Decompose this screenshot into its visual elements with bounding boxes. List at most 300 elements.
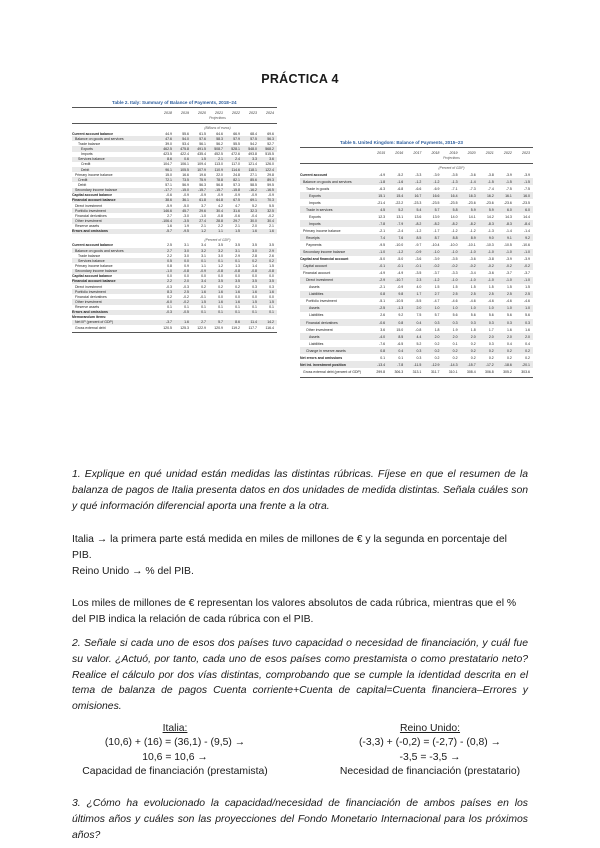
table-cell: -3.9 bbox=[505, 257, 512, 262]
table-cell: 5.6 bbox=[470, 313, 476, 318]
answer-1-units bbox=[72, 532, 528, 579]
table-cell: 0.2 bbox=[218, 284, 223, 289]
table-cell: 15.0 bbox=[165, 172, 172, 177]
table-cell: -0.4 bbox=[250, 213, 257, 218]
table-row bbox=[72, 136, 277, 141]
table-cell: -7.3 bbox=[469, 186, 476, 191]
table-cell: 568.2 bbox=[265, 146, 274, 151]
row-label: Secondary income balance bbox=[303, 250, 346, 255]
table-cell: -7.8 bbox=[397, 362, 404, 367]
table-cell: 0.0 bbox=[269, 274, 274, 279]
row-label: Financial derivatives bbox=[306, 320, 338, 325]
table-row bbox=[72, 157, 277, 162]
table-cell: 14.1 bbox=[468, 214, 476, 219]
table-cell: 1.0 bbox=[434, 306, 440, 311]
row-label: Imports bbox=[81, 152, 93, 157]
table-cell: 0.1 bbox=[252, 310, 257, 315]
table-cell: 9.0 bbox=[488, 235, 494, 240]
table-cell: 303.6 bbox=[521, 369, 530, 374]
table-cell: 9.8 bbox=[398, 292, 404, 297]
table-cell: 2.7 bbox=[167, 213, 172, 218]
table-cell: -8.3 bbox=[505, 221, 512, 226]
table-cell: -0.2 bbox=[182, 299, 189, 304]
table-cell: 3.3 bbox=[252, 157, 257, 162]
table-cell: -0.6 bbox=[233, 213, 240, 218]
table-cell: -23.6 bbox=[467, 200, 476, 205]
table-cell: 9.2 bbox=[525, 235, 530, 240]
table-cell: -3.7 bbox=[523, 271, 530, 276]
table-row bbox=[300, 263, 533, 270]
table-cell: -5.9 bbox=[165, 203, 172, 208]
table-cell: 119.2 bbox=[231, 325, 240, 330]
table-rule bbox=[300, 147, 533, 148]
table-cell: 44.9 bbox=[165, 131, 172, 136]
table-cell: -1.4 bbox=[505, 228, 512, 233]
table-cell: 55.6 bbox=[182, 131, 189, 136]
table-cell: 1.3 bbox=[235, 263, 240, 268]
table-cell: -0.9 bbox=[182, 193, 189, 198]
table-cell: -3.5 bbox=[182, 218, 189, 223]
table-cell: -11.5 bbox=[413, 362, 422, 367]
table-cell: 117.0 bbox=[231, 162, 240, 167]
row-label: Primary income balance bbox=[303, 228, 341, 233]
table-cell: 0.3 bbox=[416, 348, 422, 353]
table-cell: 0.2 bbox=[434, 341, 440, 346]
italy-table-caption: Table 2. Italy: Summary of Balance of Payments, 2018–24 bbox=[112, 100, 237, 105]
table-row bbox=[72, 325, 277, 330]
table-cell: 1.5 bbox=[235, 229, 240, 234]
table-cell: 2.5 bbox=[525, 292, 530, 297]
row-label: Portfolio investment bbox=[75, 289, 106, 294]
table-cell: 1.6 bbox=[269, 289, 274, 294]
table-cell: -4.6 bbox=[469, 299, 476, 304]
table-cell: -4.9 bbox=[379, 172, 386, 177]
table-cell: 8.5 bbox=[416, 235, 422, 240]
table-cell: -0.2 bbox=[505, 264, 512, 269]
table-cell: 58.5 bbox=[250, 182, 257, 187]
table-cell: 5.7 bbox=[218, 320, 223, 325]
table-cell: -1.2 bbox=[433, 179, 440, 184]
table-cell: 16.6 bbox=[182, 172, 189, 177]
table-cell: 0.1 bbox=[218, 310, 223, 315]
table-cell: 32.5 bbox=[267, 208, 274, 213]
italy-calc-conclusion: Capacidad de financiación (prestamista) bbox=[82, 765, 268, 777]
table-cell: -7.4 bbox=[487, 186, 494, 191]
year-header: 2019 bbox=[449, 151, 458, 155]
table-cell: 19.6 bbox=[199, 172, 206, 177]
row-label: Portfolio investment bbox=[75, 208, 106, 213]
table-row bbox=[300, 220, 533, 227]
table-cell: 0.5 bbox=[167, 258, 172, 263]
table-cell: 5.8 bbox=[452, 207, 458, 212]
table-cell: -0.8 bbox=[415, 327, 422, 332]
row-label: Exports bbox=[81, 146, 93, 151]
table-cell: 1.5 bbox=[434, 285, 440, 290]
year-header: 2022 bbox=[503, 151, 512, 155]
table-cell: 0.1 bbox=[201, 310, 206, 315]
table-cell: 3.5 bbox=[235, 243, 240, 248]
table-cell: -0.9 bbox=[216, 193, 223, 198]
table-row bbox=[72, 269, 277, 274]
table-cell: 0.3 bbox=[488, 320, 494, 325]
table-cell: 1.5 bbox=[452, 285, 458, 290]
question-3: 3. ¿Cómo ha evolucionado la capacidad/necesidad de financiación de ambos países en los últimos años y cuáles son las proyecciones del Fondo Monetario Internacional para los próximos años? bbox=[72, 798, 528, 841]
table-cell: 64.6 bbox=[216, 131, 223, 136]
table-cell: -0.2 bbox=[182, 294, 189, 299]
table-cell: -3.9 bbox=[523, 172, 530, 177]
table-cell: -20.1 bbox=[522, 362, 530, 367]
table-cell: 2.6 bbox=[269, 253, 274, 258]
table-cell: 12.3 bbox=[378, 214, 386, 219]
italy-calc-result: 10,6 = 10,6 → bbox=[142, 751, 208, 763]
row-label: Financial account balance bbox=[72, 279, 116, 284]
table-cell: 4.4 bbox=[416, 334, 422, 339]
table-cell: 452.5 bbox=[214, 152, 223, 157]
table-cell: 0.4 bbox=[507, 341, 512, 346]
table-cell: 14.2 bbox=[267, 320, 274, 325]
table-cell: 22.0 bbox=[216, 172, 223, 177]
row-label: Assets bbox=[309, 306, 320, 311]
table-cell: -0.8 bbox=[216, 269, 223, 274]
table-cell: 82.1 bbox=[233, 177, 240, 182]
table-cell: -7.5 bbox=[523, 186, 530, 191]
table-cell: 113.0 bbox=[214, 162, 223, 167]
table-cell: 2.0 bbox=[184, 279, 189, 284]
table-cell: 1.5 bbox=[269, 299, 274, 304]
row-label: Credit bbox=[78, 177, 88, 182]
table-cell: -9.5 bbox=[182, 229, 189, 234]
table-cell: -6.5 bbox=[397, 341, 404, 346]
table-row bbox=[72, 289, 277, 294]
uk-unit-percent: (Percent of GDP) bbox=[438, 166, 465, 170]
table-cell: 3.2 bbox=[201, 248, 206, 253]
table-cell: 29.6 bbox=[199, 208, 206, 213]
uk-calculation bbox=[315, 722, 545, 779]
table-cell: 0.1 bbox=[380, 355, 386, 360]
row-label: Payments bbox=[306, 242, 322, 247]
table-cell: 0.1 bbox=[184, 305, 189, 310]
italy-rows-euros bbox=[72, 131, 277, 234]
table-cell: 1.8 bbox=[470, 327, 476, 332]
table-cell: 0.1 bbox=[235, 310, 240, 315]
table-cell: 1.6 bbox=[507, 327, 512, 332]
table-cell: 0.0 bbox=[218, 294, 223, 299]
table-row bbox=[72, 188, 277, 193]
row-label: Credit bbox=[81, 162, 91, 167]
table-cell: 5.6 bbox=[452, 313, 458, 318]
table-cell: 5.6 bbox=[525, 313, 530, 318]
table-cell: -0.2 bbox=[469, 264, 476, 269]
table-cell: 104.7 bbox=[163, 162, 172, 167]
row-label: Liabilities bbox=[309, 292, 324, 297]
table-cell: 2.1 bbox=[235, 224, 240, 229]
table-cell: 311.7 bbox=[430, 369, 440, 374]
table-cell: 0.3 bbox=[470, 320, 476, 325]
table-cell: 70.3 bbox=[267, 198, 274, 203]
table-cell: 0.2 bbox=[434, 348, 440, 353]
table-cell: 1.5 bbox=[488, 285, 494, 290]
table-row bbox=[300, 319, 533, 326]
table-cell: 8.8 bbox=[452, 235, 458, 240]
table-cell: 27.4 bbox=[199, 218, 206, 223]
table-row bbox=[72, 299, 277, 304]
uk-calc-result: -3,5 = -3,5 → bbox=[399, 751, 461, 763]
table-cell: -23.5 bbox=[431, 200, 440, 205]
table-row bbox=[72, 284, 277, 289]
table-cell: -1.6 bbox=[397, 179, 404, 184]
table-cell: 1.7 bbox=[488, 327, 494, 332]
uk-calc-title: Reino Unido: bbox=[399, 723, 461, 734]
table-cell: 27.1 bbox=[250, 172, 257, 177]
row-label: Gross external debt bbox=[75, 325, 106, 330]
italy-projections-label: Projections bbox=[209, 116, 226, 120]
table-cell: 3.5 bbox=[218, 243, 223, 248]
table-cell: 2.7 bbox=[201, 320, 206, 325]
table-cell: 3.5 bbox=[252, 279, 257, 284]
table-cell: 7.4 bbox=[380, 235, 386, 240]
table-cell: -4.9 bbox=[379, 271, 386, 276]
table-cell: -10.5 bbox=[503, 242, 512, 247]
table-row bbox=[72, 294, 277, 299]
table-cell: 0.2 bbox=[235, 284, 240, 289]
table-cell: -1.3 bbox=[397, 306, 404, 311]
row-label: Exports bbox=[309, 193, 321, 198]
table-cell: 28.8 bbox=[216, 218, 223, 223]
table-cell: 0.6 bbox=[184, 157, 189, 162]
row-label: Imports bbox=[309, 221, 321, 226]
table-cell: 56.3 bbox=[199, 182, 206, 187]
table-cell: 109.4 bbox=[197, 162, 206, 167]
table-cell: -5.1 bbox=[379, 299, 386, 304]
table-cell: -3.8 bbox=[487, 257, 494, 262]
table-cell: -0.9 bbox=[250, 193, 257, 198]
table-cell: 8.6 bbox=[235, 320, 240, 325]
table-cell: -8.2 bbox=[451, 221, 458, 226]
row-label: Liabilities bbox=[309, 313, 324, 318]
table-cell: 0.4 bbox=[525, 341, 530, 346]
year-header: 2024 bbox=[266, 111, 274, 115]
table-cell: -3.8 bbox=[487, 172, 494, 177]
table-cell: 1.9 bbox=[184, 224, 189, 229]
table-row bbox=[72, 141, 277, 146]
table-cell: 0.0 bbox=[167, 274, 172, 279]
table-cell: 57.3 bbox=[233, 182, 240, 187]
table-cell: 14.3 bbox=[505, 214, 512, 219]
table-row bbox=[72, 146, 277, 151]
table-cell: -3.6 bbox=[469, 257, 476, 262]
table-cell: -1.0 bbox=[487, 278, 494, 283]
row-label: Primary income balance bbox=[75, 263, 113, 268]
table-cell: 2.0 bbox=[434, 334, 440, 339]
row-label: Trade balance bbox=[78, 253, 101, 258]
row-label: Liabilities bbox=[309, 341, 324, 346]
table-cell: -106.4 bbox=[162, 218, 172, 223]
table-cell: 1.5 bbox=[507, 285, 512, 290]
table-cell: 475.8 bbox=[180, 146, 189, 151]
table-cell: -10.5 bbox=[395, 299, 404, 304]
table-cell: -6.0 bbox=[165, 299, 172, 304]
table-cell: -10.1 bbox=[467, 242, 476, 247]
italy-bop-table bbox=[72, 100, 277, 335]
table-row bbox=[72, 167, 277, 172]
table-cell: 0.0 bbox=[201, 274, 206, 279]
row-label: Net errors and omissions bbox=[300, 355, 343, 360]
table-cell: -1.3 bbox=[451, 179, 458, 184]
table-cell: 16.3 bbox=[468, 193, 476, 198]
row-label: Primary income balance bbox=[75, 172, 113, 177]
table-cell: 0.4 bbox=[398, 348, 404, 353]
row-label: Financial derivatives bbox=[75, 213, 107, 218]
table-cell: 1.4 bbox=[252, 263, 257, 268]
table-cell: -0.1 bbox=[397, 264, 404, 269]
table-cell: -1.0 bbox=[523, 278, 530, 283]
table-cell: 0.4 bbox=[416, 320, 422, 325]
table-cell: 2.0 bbox=[470, 334, 476, 339]
table-cell: 16.2 bbox=[486, 193, 494, 198]
table-cell: 2.2 bbox=[167, 253, 172, 258]
table-cell: 8.7 bbox=[434, 235, 440, 240]
table-cell: 4.0 bbox=[416, 285, 422, 290]
row-label: Other investment bbox=[306, 327, 333, 332]
table-cell: 1.6 bbox=[184, 320, 189, 325]
table-cell: -18.6 bbox=[503, 362, 512, 367]
row-label: Capital account bbox=[303, 264, 328, 269]
table-cell: -0.2 bbox=[433, 264, 440, 269]
table-cell: -6.6 bbox=[415, 186, 422, 191]
table-cell: -10.3 bbox=[485, 242, 494, 247]
row-label: Current account balance bbox=[72, 131, 114, 136]
table-row bbox=[300, 333, 533, 340]
table-cell: -1.0 bbox=[451, 250, 458, 255]
row-label: Capital account balance bbox=[72, 274, 113, 279]
row-label: Assets bbox=[309, 285, 320, 290]
table-cell: 0.1 bbox=[252, 305, 257, 310]
row-label: Financial account balance bbox=[72, 198, 116, 203]
table-cell: 15.1 bbox=[378, 193, 386, 198]
table-row bbox=[300, 213, 533, 220]
table-cell: -0.9 bbox=[267, 193, 274, 198]
table-cell: -3.9 bbox=[505, 172, 512, 177]
table-cell: -3.5 bbox=[451, 172, 458, 177]
table-row bbox=[300, 326, 533, 333]
table-row bbox=[72, 152, 277, 157]
table-cell: 0.0 bbox=[235, 274, 240, 279]
table-cell: 1.6 bbox=[525, 327, 530, 332]
table-cell: -14.3 bbox=[449, 362, 458, 367]
table-cell: 1.6 bbox=[218, 299, 223, 304]
table-cell: -0.2 bbox=[523, 264, 530, 269]
table-cell: -0.2 bbox=[487, 264, 494, 269]
table-rule bbox=[72, 123, 277, 124]
row-label: Services balance bbox=[78, 258, 105, 263]
table-cell: -13.4 bbox=[377, 362, 386, 367]
table-cell: 0.2 bbox=[470, 355, 476, 360]
table-cell: -1.2 bbox=[397, 250, 404, 255]
table-cell: 0.1 bbox=[398, 355, 404, 360]
table-cell: -1.2 bbox=[451, 228, 458, 233]
table-cell: -3.3 bbox=[451, 271, 458, 276]
table-cell: 0.1 bbox=[235, 305, 240, 310]
table-cell: 2.5 bbox=[452, 292, 458, 297]
table-cell: 508.7 bbox=[214, 146, 223, 151]
table-row bbox=[72, 248, 277, 253]
table-row bbox=[300, 277, 533, 284]
table-cell: -17.7 bbox=[164, 188, 172, 193]
table-cell: -10.0 bbox=[395, 242, 404, 247]
table-cell: 5.9 bbox=[470, 207, 476, 212]
table-cell: -0.3 bbox=[165, 284, 172, 289]
table-cell: 1.5 bbox=[201, 157, 206, 162]
table-cell: -0.9 bbox=[199, 193, 206, 198]
table-row bbox=[300, 234, 533, 241]
uk-calc-equation: (-3,3) + (-0,2) = (-2,7) - (0,8) → bbox=[358, 737, 502, 749]
table-cell: -0.8 bbox=[267, 269, 274, 274]
row-label: Errors and omissions bbox=[72, 310, 108, 315]
table-cell: -3.5 bbox=[451, 257, 458, 262]
table-cell: 0.1 bbox=[167, 305, 172, 310]
table-cell: -1.8 bbox=[379, 179, 386, 184]
table-row bbox=[300, 347, 533, 354]
table-cell: 2.0 bbox=[507, 334, 512, 339]
table-row bbox=[72, 162, 277, 167]
table-cell: 120.5 bbox=[163, 325, 172, 330]
table-cell: -0.9 bbox=[199, 269, 206, 274]
table-cell: -7.6 bbox=[379, 341, 386, 346]
table-cell: 85.6 bbox=[250, 177, 257, 182]
table-cell: 122.4 bbox=[265, 167, 274, 172]
table-cell: 310.1 bbox=[448, 369, 458, 374]
table-cell: 52.7 bbox=[267, 141, 274, 146]
table-cell: 0.1 bbox=[269, 310, 274, 315]
table-cell: 0.3 bbox=[434, 320, 440, 325]
table-cell: 1.0 bbox=[452, 306, 458, 311]
table-cell: 305.2 bbox=[503, 369, 512, 374]
row-label: Balance on goods and services bbox=[303, 179, 352, 184]
table-cell: 0.1 bbox=[452, 341, 458, 346]
table-cell: 13.1 bbox=[396, 214, 404, 219]
table-cell: -8.2 bbox=[469, 221, 476, 226]
table-cell: 68.4 bbox=[250, 131, 257, 136]
table-cell: 8.9 bbox=[470, 235, 476, 240]
table-cell: 5.2 bbox=[416, 341, 422, 346]
table-cell: 57.6 bbox=[199, 136, 206, 141]
table-cell: 0.2 bbox=[525, 355, 530, 360]
table-cell: 1.6 bbox=[252, 289, 257, 294]
table-cell: -0.2 bbox=[267, 213, 274, 218]
table-cell: 61.5 bbox=[199, 131, 206, 136]
table-cell: 1.0 bbox=[470, 306, 476, 311]
table-cell: 73.5 bbox=[182, 177, 189, 182]
table-cell: 57.5 bbox=[250, 136, 257, 141]
row-label: Financial account bbox=[303, 271, 331, 276]
year-header: 2015 bbox=[377, 151, 386, 155]
table-cell: 0.8 bbox=[380, 292, 386, 297]
table-cell: 0.2 bbox=[525, 348, 530, 353]
table-row bbox=[300, 368, 533, 375]
table-cell: -2.5 bbox=[379, 306, 386, 311]
row-label: Trade balance bbox=[78, 141, 101, 146]
table-cell: 2.6 bbox=[380, 313, 386, 318]
row-label: Debit bbox=[81, 167, 90, 172]
table-cell: 2.5 bbox=[184, 289, 189, 294]
table-cell: -15.7 bbox=[467, 362, 476, 367]
table-row bbox=[300, 249, 533, 256]
row-label: Receipts bbox=[306, 235, 320, 240]
table-cell: 13.6 bbox=[414, 214, 422, 219]
table-cell: 30.4 bbox=[267, 218, 274, 223]
table-cell: -3.7 bbox=[505, 271, 512, 276]
table-cell: 1.0 bbox=[525, 306, 530, 311]
